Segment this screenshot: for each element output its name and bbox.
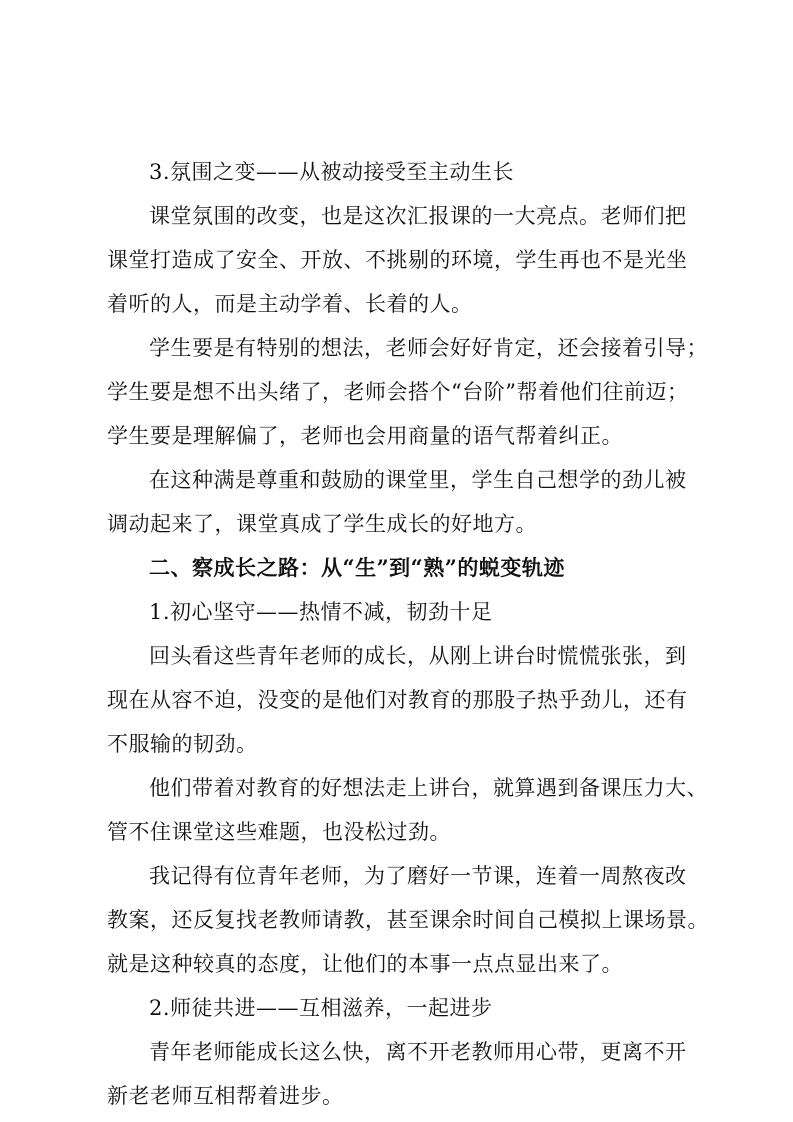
paragraph-line: 青年老师能成长这么快，离不开老教师用心带，更离不开 (149, 1040, 687, 1064)
paragraph-line: 不服输的韧劲。 (107, 732, 258, 756)
paragraph-line: 回头看这些青年老师的成长，从刚上讲台时慌慌张张，到 (149, 644, 687, 668)
subsection-heading: 2.师徒共进——互相滋养，一起进步 (149, 996, 493, 1020)
paragraph-line: 现在从容不迫，没变的是他们对教育的那股子热乎劲儿，还有 (107, 688, 688, 712)
paragraph-line: 学生要是理解偏了，老师也会用商量的语气帮着纠正。 (107, 424, 623, 448)
paragraph-line: 我记得有位青年老师，为了磨好一节课，连着一周熬夜改 (149, 864, 687, 888)
paragraph-line: 学生要是想不出头绪了，老师会搭个“台阶”帮着他们往前迈； (107, 380, 689, 404)
paragraph-line: 调动起来了，课堂真成了学生成长的好地方。 (107, 512, 537, 536)
paragraph-line: 新老老师互相帮着进步。 (107, 1084, 344, 1108)
subsection-heading: 3.氛围之变——从被动接受至主动生长 (149, 160, 515, 184)
paragraph-line: 管不住课堂这些难题，也没松过劲。 (107, 820, 451, 844)
paragraph-line: 在这种满是尊重和鼓励的课堂里，学生自己想学的劲儿被 (149, 468, 687, 492)
paragraph-line: 课堂打造成了安全、开放、不挑剔的环境，学生再也不是光坐 (107, 248, 688, 272)
paragraph-line: 他们带着对教育的好想法走上讲台，就算遇到备课压力大、 (149, 776, 708, 800)
paragraph-line: 就是这种较真的态度，让他们的本事一点点显出来了。 (107, 952, 623, 976)
paragraph-line: 课堂氛围的改变，也是这次汇报课的一大亮点。老师们把 (149, 204, 687, 228)
paragraph-line: 教案，还反复找老教师请教，甚至课余时间自己模拟上课场景。 (107, 908, 709, 932)
section-heading: 二、察成长之路：从“生”到“熟”的蜕变轨迹 (149, 555, 565, 580)
subsection-heading: 1.初心坚守——热情不减，韧劲十足 (149, 600, 493, 624)
paragraph-line: 着听的人，而是主动学着、长着的人。 (107, 292, 473, 316)
paragraph-line: 学生要是有特别的想法，老师会好好肯定，还会接着引导； (149, 336, 708, 360)
